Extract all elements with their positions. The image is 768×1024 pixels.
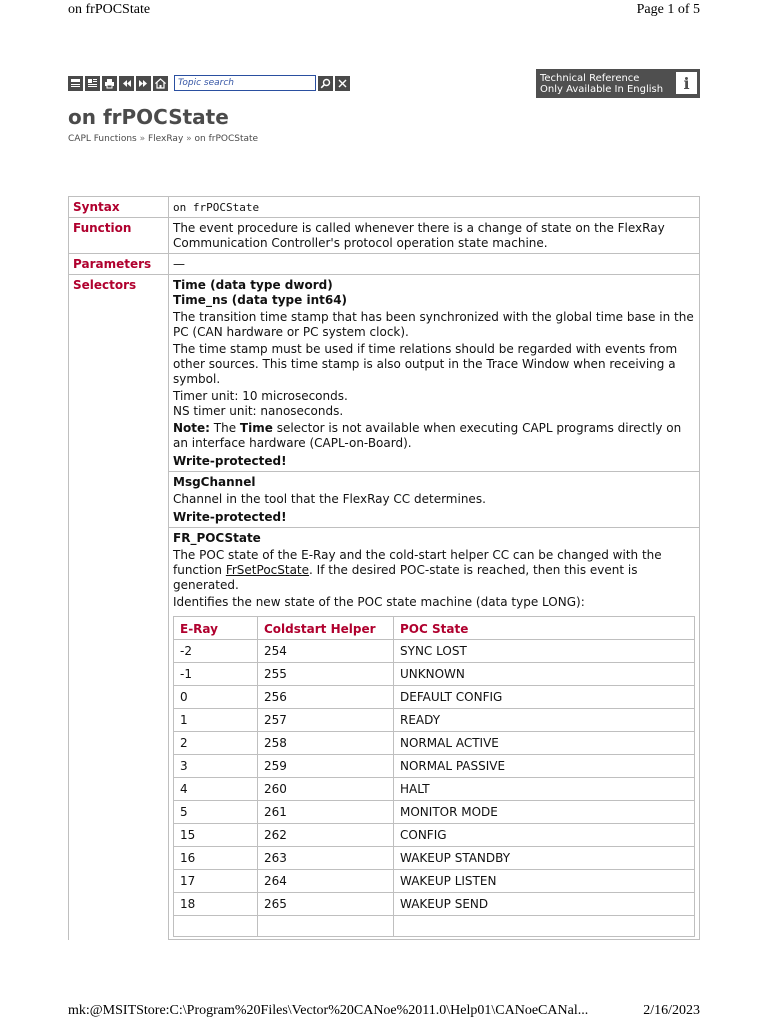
- selector-time-desc-1: The transition time stamp that has been synchronized with the global time base in the PC (CAN hardware or PC system clock).: [173, 310, 694, 339]
- selector-fr-pocstate-desc-2: Identifies the new state of the POC state machine (data type LONG):: [173, 595, 585, 609]
- table-row: [174, 870, 695, 893]
- syntax-value: on frPOCState: [169, 197, 700, 218]
- selector-time-note: [173, 421, 695, 451]
- column-header-poc-state: POC State: [394, 617, 695, 640]
- table-row: [174, 778, 695, 801]
- selector-msgchannel-desc: Channel in the tool that the FlexRay CC determines.: [173, 492, 486, 506]
- table-row: [174, 686, 695, 709]
- technical-reference-badge: [536, 69, 700, 98]
- coldstart-helper-cell: 263: [258, 847, 394, 870]
- reference-table: [68, 196, 700, 940]
- poc-state-cell: SYNC LOST: [394, 640, 695, 663]
- syntax-row: [69, 197, 700, 218]
- coldstart-helper-cell: 262: [258, 824, 394, 847]
- coldstart-helper-cell: 259: [258, 755, 394, 778]
- poc-state-cell: NORMAL PASSIVE: [394, 755, 695, 778]
- function-label: Function: [69, 218, 169, 254]
- coldstart-helper-cell: 254: [258, 640, 394, 663]
- coldstart-helper-cell: 264: [258, 870, 394, 893]
- print-icon[interactable]: [102, 76, 117, 91]
- empty-cell: [174, 916, 258, 937]
- empty-cell: [258, 916, 394, 937]
- function-value: The event procedure is called whenever there is a change of state on the FlexRay Communication Controller's protocol operation state machine.: [169, 218, 700, 254]
- breadcrumb: [68, 134, 258, 144]
- table-row: [174, 801, 695, 824]
- poc-state-cell: HALT: [394, 778, 695, 801]
- breadcrumb-current: on frPOCState: [194, 134, 259, 144]
- eray-cell: 3: [174, 755, 258, 778]
- breadcrumb-flexray[interactable]: FlexRay: [147, 134, 184, 144]
- fr-pocstate-text-2: . If the desired POC-state is reached, then this event is generated.: [173, 563, 638, 592]
- search-icon[interactable]: [318, 76, 333, 91]
- table-row: [174, 732, 695, 755]
- column-header-eray: E-Ray: [174, 617, 258, 640]
- selectors-label: Selectors: [69, 275, 169, 940]
- function-row: [69, 218, 700, 254]
- selector-msgchannel: [169, 472, 700, 528]
- coldstart-helper-cell: 257: [258, 709, 394, 732]
- poc-state-cell: WAKEUP LISTEN: [394, 870, 695, 893]
- forward-icon[interactable]: [136, 76, 151, 91]
- eray-cell: 16: [174, 847, 258, 870]
- table-row: [174, 709, 695, 732]
- parameters-label: Parameters: [69, 254, 169, 275]
- selector-time-unit: Timer unit: 10 microseconds.: [173, 389, 348, 403]
- index-icon[interactable]: [85, 76, 100, 91]
- selector-time-desc-2: The time stamp must be used if time relations should be regarded with events from other sources. This time stamp is also output in the Trace Window when receiving a symbol.: [173, 342, 678, 386]
- coldstart-helper-cell: 256: [258, 686, 394, 709]
- table-row: [174, 893, 695, 916]
- clear-search-icon[interactable]: [335, 76, 350, 91]
- coldstart-helper-cell: 258: [258, 732, 394, 755]
- note-time-keyword: Time: [239, 421, 273, 435]
- eray-cell: 2: [174, 732, 258, 755]
- write-protected-label: Write-protected!: [173, 510, 287, 524]
- eray-cell: 0: [174, 686, 258, 709]
- note-label: Note:: [173, 421, 210, 435]
- help-toolbar: [68, 74, 352, 92]
- eray-cell: 18: [174, 893, 258, 916]
- selector-time-ns-unit: NS timer unit: nanoseconds.: [173, 404, 344, 418]
- poc-state-cell: READY: [394, 709, 695, 732]
- print-header-page: Page 1 of 5: [636, 2, 700, 17]
- poc-state-cell: NORMAL ACTIVE: [394, 732, 695, 755]
- print-footer-path: mk:@MSITStore:C:\Program%20Files\Vector%20CANoe%2011.0\Help01\CANoeCANal...: [68, 1003, 589, 1018]
- breadcrumb-separator: »: [139, 134, 146, 144]
- column-header-coldstart-helper: Coldstart Helper: [258, 617, 394, 640]
- eray-cell: 17: [174, 870, 258, 893]
- coldstart-helper-cell: 260: [258, 778, 394, 801]
- poc-state-cell: MONITOR MODE: [394, 801, 695, 824]
- write-protected-label: Write-protected!: [173, 454, 287, 468]
- coldstart-helper-cell: 261: [258, 801, 394, 824]
- page-title: on frPOCState: [68, 105, 229, 129]
- poc-table-body: [174, 640, 695, 937]
- selector-time: [169, 275, 700, 472]
- table-row: [174, 847, 695, 870]
- poc-state-cell: UNKNOWN: [394, 663, 695, 686]
- print-footer-date: 2/16/2023: [643, 1003, 700, 1018]
- topic-search-input[interactable]: [174, 75, 316, 91]
- poc-state-cell: WAKEUP STANDBY: [394, 847, 695, 870]
- eray-cell: -1: [174, 663, 258, 686]
- eray-cell: 15: [174, 824, 258, 847]
- selector-time-ns-title: Time_ns (data type int64): [173, 293, 348, 307]
- back-icon[interactable]: [119, 76, 134, 91]
- print-header: [68, 1, 700, 21]
- fr-pocstate-text-1: The POC state of the E-Ray and the cold-start helper CC can be changed with the function: [173, 548, 662, 577]
- frsetpocstate-link[interactable]: FrSetPocState: [225, 563, 310, 577]
- poc-table-header: [174, 617, 695, 640]
- badge-line-1: Technical Reference: [540, 73, 640, 84]
- poc-state-cell: DEFAULT CONFIG: [394, 686, 695, 709]
- contents-icon[interactable]: [68, 76, 83, 91]
- coldstart-helper-cell: 255: [258, 663, 394, 686]
- selector-fr-pocstate: [169, 528, 700, 940]
- home-icon[interactable]: [153, 76, 168, 91]
- table-row: [174, 824, 695, 847]
- print-header-title: on frPOCState: [68, 2, 151, 17]
- coldstart-helper-cell: 265: [258, 893, 394, 916]
- selector-time-title: Time (data type dword): [173, 278, 333, 292]
- parameters-value: —: [169, 254, 700, 275]
- poc-state-table: [173, 616, 695, 937]
- badge-line-2: Only Available In English: [540, 84, 664, 95]
- selectors-row: [69, 275, 700, 472]
- breadcrumb-separator: »: [186, 134, 192, 144]
- table-row: [174, 755, 695, 778]
- note-text-1: The: [209, 421, 240, 435]
- selector-fr-pocstate-desc-1: [173, 548, 695, 593]
- table-row: [174, 640, 695, 663]
- empty-cell: [394, 916, 695, 937]
- eray-cell: 4: [174, 778, 258, 801]
- info-icon: i: [676, 72, 697, 94]
- poc-state-cell: CONFIG: [394, 824, 695, 847]
- breadcrumb-capl-functions[interactable]: CAPL Functions: [68, 134, 137, 144]
- eray-cell: -2: [174, 640, 258, 663]
- table-row-empty: [174, 916, 695, 937]
- poc-state-cell: WAKEUP SEND: [394, 893, 695, 916]
- selector-fr-pocstate-title: FR_POCState: [173, 531, 261, 545]
- selector-msgchannel-title: MsgChannel: [173, 475, 256, 489]
- note-text-2: selector is not available when executing CAPL programs directly on an interface hardware (CAPL-on-Board).: [173, 421, 682, 450]
- syntax-label: Syntax: [69, 197, 169, 218]
- parameters-row: [69, 254, 700, 275]
- table-row: [174, 663, 695, 686]
- eray-cell: 1: [174, 709, 258, 732]
- eray-cell: 5: [174, 801, 258, 824]
